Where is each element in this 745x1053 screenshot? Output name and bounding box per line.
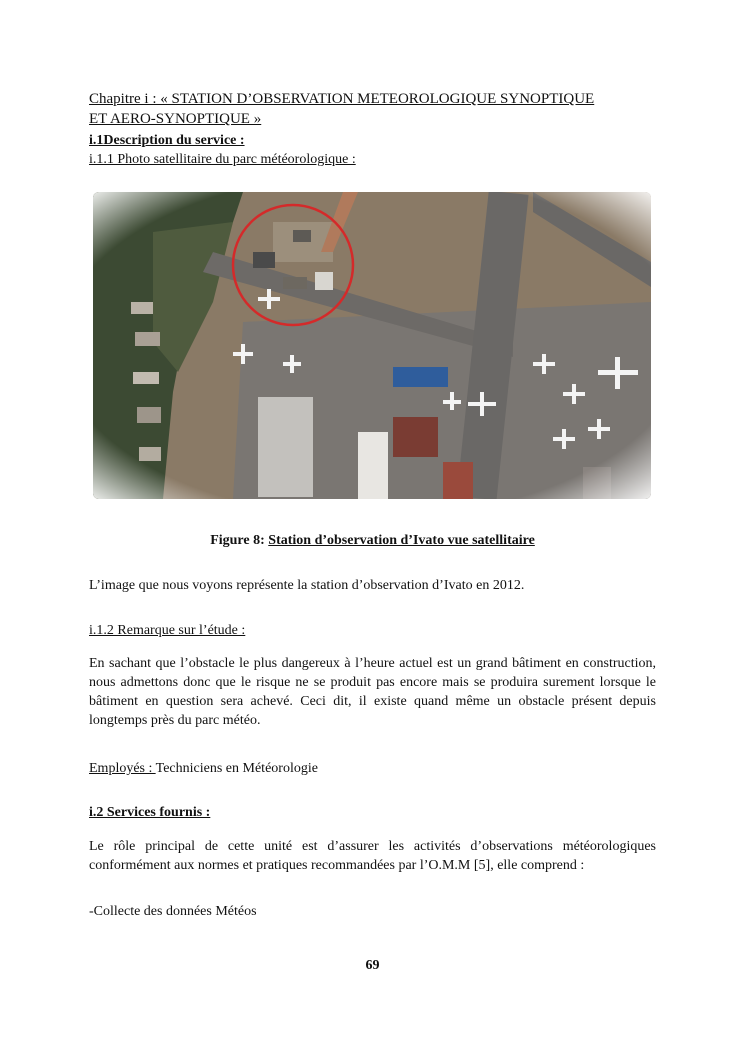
satellite-photo-drawing — [93, 192, 651, 499]
chapter-title-line-1: Chapitre i : « STATION D’OBSERVATION METEOROLOGIQUE SYNOPTIQUE — [89, 91, 595, 107]
section-2-paragraph: Le rôle principal de cette unité est d’assurer les activités d’observations météorologiques conformément aux normes et pratiques recommandées par l’O.M.M [5], elle comprend : — [89, 839, 656, 873]
figure-label: Figure 8: — [210, 533, 269, 548]
image-description: L’image que nous voyons représente la station d’observation d’Ivato en 2012. — [89, 578, 525, 593]
employees-line — [89, 759, 656, 778]
chapter-title-line-2: ET AERO-SYNOPTIQUE » — [89, 111, 262, 127]
employees-value: Techniciens en Météorologie — [155, 761, 318, 776]
figure-caption — [0, 533, 745, 549]
employees-label: Employés : — [89, 761, 156, 776]
page-number: 69 — [365, 958, 380, 973]
list-item: -Collecte des données Météos — [89, 904, 257, 919]
remark-heading: i.1.2 Remarque sur l’étude : — [89, 623, 246, 638]
chapter-title — [89, 89, 656, 129]
section-1-1-heading: i.1.1 Photo satellitaire du parc météorologique : — [89, 152, 356, 167]
section-2-heading: i.2 Services fournis : — [89, 805, 211, 820]
satellite-photo — [93, 192, 651, 499]
remark-paragraph: En sachant que l’obstacle le plus dangereux à l’heure actuel est un grand bâtiment en construction, nous admettons donc que le risque ne se produit pas encore mais se produira surement lorsque le bâtiment en question sera achevé. Ceci dit, il existe quand même un obstacle présent depuis longtemps près du parc météo. — [89, 656, 656, 728]
figure-title: Station d’observation d’Ivato vue satellitaire — [268, 533, 535, 548]
section-1-heading: i.1Description du service : — [89, 133, 245, 148]
